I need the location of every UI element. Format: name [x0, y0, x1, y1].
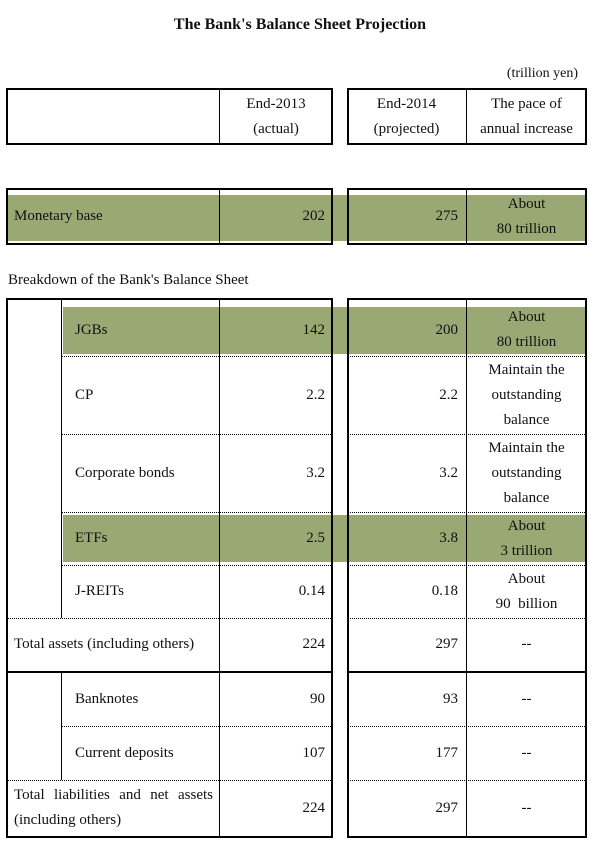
total-liabilities-label: Total liabilities and net assets (including others) — [14, 787, 213, 828]
asset-pace: Maintain the outstanding balance — [488, 439, 565, 506]
liability-2014: 177 — [435, 744, 458, 761]
liability-2013: 90 — [310, 690, 325, 707]
liability-pace: -- — [521, 690, 532, 707]
asset-label: CP — [75, 386, 94, 403]
asset-label: J-REITs — [75, 583, 124, 599]
asset-2013: 2.5 — [306, 530, 325, 546]
asset-pace: About 80 trillion — [496, 309, 557, 350]
liability-2014: 93 — [443, 690, 458, 707]
monetary-base-2013: 202 — [302, 208, 325, 224]
monetary-base-pace: About 80 trillion — [496, 195, 557, 237]
asset-2014: 0.18 — [431, 583, 458, 599]
asset-2013: 2.2 — [306, 386, 325, 403]
liability-2013: 107 — [302, 744, 325, 761]
total-assets-2014: 297 — [435, 636, 458, 652]
total-assets-label: Total assets (including others) — [14, 636, 195, 652]
header-end2013: End-2013 (actual) — [246, 95, 306, 137]
asset-2014: 3.2 — [439, 464, 458, 481]
asset-2013: 3.2 — [306, 464, 325, 481]
unit-note: (trillion yen) — [506, 66, 578, 81]
monetary-base-label: Monetary base — [14, 208, 103, 224]
liability-label: Current deposits — [75, 744, 174, 761]
asset-2013: 142 — [302, 321, 325, 338]
asset-2014: 2.2 — [439, 386, 458, 403]
asset-label: Corporate bonds — [75, 464, 175, 481]
asset-pace: Maintain the outstanding balance — [488, 361, 565, 428]
monetary-base-2014: 275 — [435, 208, 458, 224]
total-assets-pace: -- — [521, 636, 532, 652]
liability-pace: -- — [521, 744, 532, 761]
total-liabilities-2014: 297 — [435, 799, 458, 816]
asset-pace: About 90 billion — [495, 570, 558, 612]
asset-label: JGBs — [75, 321, 108, 338]
total-assets-2013: 224 — [302, 636, 325, 652]
asset-2014: 200 — [435, 321, 458, 338]
header-pace: The pace of annual increase — [480, 95, 573, 137]
total-liabilities-2013: 224 — [302, 799, 325, 816]
asset-label: ETFs — [75, 530, 108, 546]
asset-pace: About 3 trillion — [500, 517, 553, 559]
asset-2014: 3.8 — [439, 530, 458, 546]
asset-2013: 0.14 — [298, 583, 325, 599]
page-title: The Bank's Balance Sheet Projection — [173, 16, 427, 33]
total-liabilities-pace: -- — [521, 799, 532, 816]
liability-label: Banknotes — [75, 690, 139, 707]
header-end2014: End-2014 (projected) — [373, 95, 440, 137]
breakdown-title: Breakdown of the Bank's Balance Sheet — [8, 272, 249, 288]
